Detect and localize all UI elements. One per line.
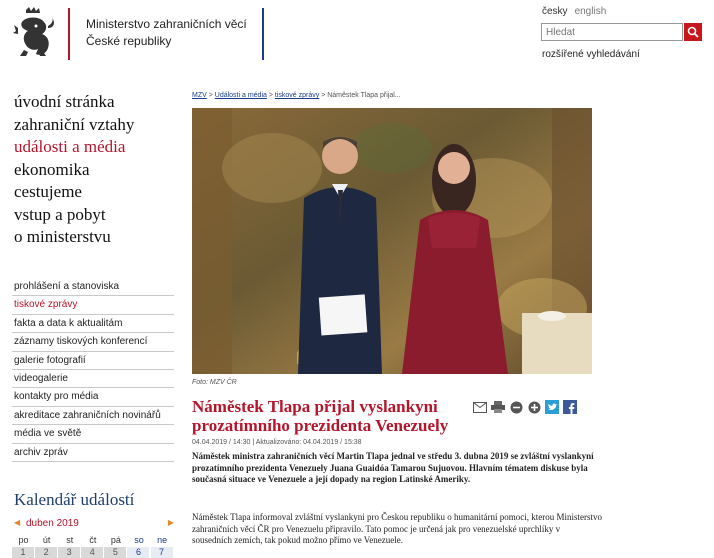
logo-divider (68, 8, 70, 60)
breadcrumb-section[interactable]: Události a média (214, 92, 267, 99)
subnav-item[interactable]: kontakty pro média (12, 388, 174, 406)
print-icon[interactable] (491, 400, 505, 414)
calendar-day[interactable]: 6 (127, 547, 149, 558)
main-nav-home[interactable]: úvodní stránka (14, 92, 115, 111)
article-meta: 04.04.2019 / 14:30 | Aktualizováno: 04.04.2019 / 15:38 (192, 439, 362, 446)
subnav-item[interactable]: akreditace zahraničních novinářů (12, 407, 174, 425)
facebook-icon[interactable] (563, 400, 577, 414)
calendar-day[interactable]: 2 (35, 547, 57, 558)
calendar-weekdays (12, 535, 174, 545)
main-nav-travel[interactable]: cestujeme (14, 182, 82, 201)
weekday: st (66, 535, 74, 545)
weekday: po (18, 535, 29, 545)
main-nav-events-media[interactable]: události a média (14, 137, 126, 156)
language-switcher (542, 6, 613, 17)
decrease-font-icon[interactable] (509, 400, 523, 414)
main-nav-entry-stay[interactable]: vstup a pobyt (14, 204, 106, 224)
main-nav-economy[interactable]: ekonomika (14, 159, 90, 179)
subnav-item[interactable]: galerie fotografií (12, 352, 174, 370)
advanced-search-link[interactable]: rozšířené vyhledávání (542, 49, 640, 60)
weekday: ne (157, 535, 168, 545)
calendar-prev-icon[interactable]: ◀ (14, 518, 21, 527)
breadcrumb: MZV > Události a média > tiskové zprávy > Náměstek Tlapa přijal... (192, 92, 401, 99)
ministry-name[interactable] (86, 16, 247, 50)
calendar-next-icon[interactable]: ▶ (167, 518, 174, 527)
subnav-item[interactable]: záznamy tiskových konferencí (12, 333, 174, 351)
twitter-icon[interactable] (545, 400, 559, 414)
article-title: Náměstek Tlapa přijal vyslankyni prozatímního prezidenta Venezuely (192, 397, 449, 435)
increase-font-icon[interactable] (527, 400, 541, 414)
ministry-line-2: České republiky (86, 34, 172, 48)
subnav-item[interactable]: videogalerie (12, 370, 174, 388)
calendar-day[interactable]: 7 (151, 547, 173, 558)
subnav-item[interactable]: archiv zpráv (12, 444, 174, 462)
weekday: čt (89, 535, 97, 545)
breadcrumb-subsection[interactable]: tiskové zprávy (274, 92, 320, 99)
weekday: pá (110, 535, 121, 545)
czech-lion-icon[interactable] (12, 6, 56, 60)
photo-credit: Foto: MZV ČR (192, 379, 237, 386)
calendar-day[interactable]: 4 (81, 547, 103, 558)
calendar-day[interactable]: 1 (12, 547, 34, 558)
subnav-item[interactable]: prohlášení a stanoviska (12, 278, 174, 296)
search-icon (687, 26, 699, 38)
email-icon[interactable] (473, 400, 487, 414)
main-navigation (14, 91, 134, 249)
subnav-item[interactable]: fakta a data k aktualitám (12, 315, 174, 333)
breadcrumb-current: Náměstek Tlapa přijal... (327, 92, 401, 99)
weekday: so (134, 535, 144, 545)
calendar-month: duben 2019 (26, 518, 79, 529)
article-body: Náměstek Tlapa informoval zvláštní vyslankyni pro Českou republiku o humanitární pomoci, kterou Ministerstvo zahraničních věcí ČR pro Venezuelu připravilo. Tato pomoc je určená jak pro venezuelské uprchlíky v sousedních zemích, tak pokud možno přímo ve Venezuele. (192, 512, 603, 546)
subnav-item-press-releases[interactable]: tiskové zprávy (12, 296, 174, 314)
subnav-item[interactable]: média ve světě (12, 425, 174, 443)
breadcrumb-home[interactable]: MZV (192, 92, 207, 99)
ministry-line-1: Ministerstvo zahraničních věcí (86, 17, 247, 31)
calendar-title: Kalendář událostí (14, 490, 135, 509)
section-navigation (12, 278, 174, 462)
header-divider (262, 8, 264, 60)
lang-cz-link[interactable]: česky (542, 6, 568, 17)
article-photo[interactable] (192, 108, 592, 374)
search-input[interactable] (541, 23, 683, 41)
lang-en-link[interactable]: english (574, 6, 607, 17)
search-button[interactable] (684, 23, 702, 41)
weekday: út (42, 535, 51, 545)
calendar-day[interactable]: 5 (104, 547, 126, 558)
calendar-week (12, 547, 174, 558)
article-lead: Náměstek ministra zahraničních věcí Martin Tlapa jednal ve středu 3. dubna 2019 se zvláštní vyslankyní prozatímního prezidenta Venezuely Juana Guaidóa Tamarou Sujuovou. Hlavním tématem diskuse byla současná situace ve Venezuele a její dopady na region Latinské Ameriky. (192, 451, 594, 485)
share-toolbar (473, 400, 577, 414)
main-nav-foreign-relations[interactable]: zahraniční vztahy (14, 114, 135, 134)
main-nav-about[interactable]: o ministerstvu (14, 227, 111, 246)
calendar-day[interactable]: 3 (58, 547, 80, 558)
